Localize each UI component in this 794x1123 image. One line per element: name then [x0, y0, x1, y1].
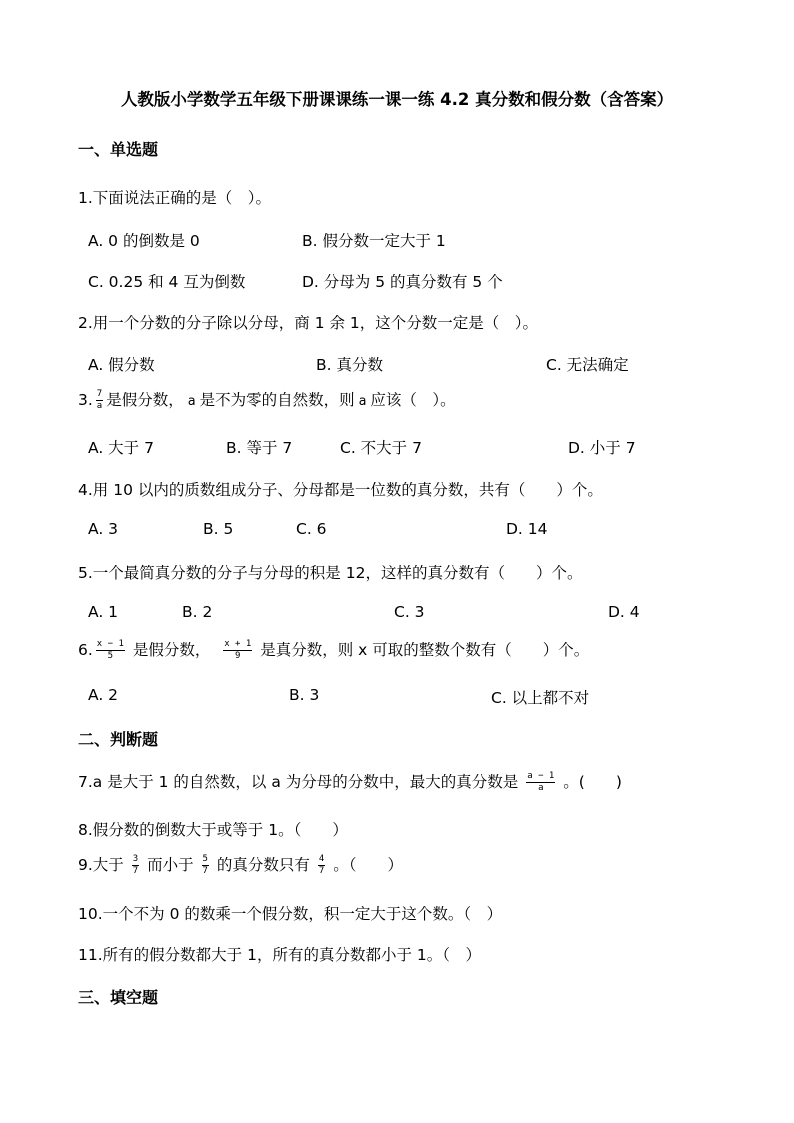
question-8: 8.假分数的倒数大于或等于 1。（ ）	[78, 821, 348, 839]
q3-fraction-denominator: a	[96, 401, 103, 411]
q7-fraction-numerator: a − 1	[527, 771, 555, 781]
q3-fraction	[96, 390, 103, 411]
question-4: 4.用 10 以内的质数组成分子、分母都是一位数的真分数，共有（ ）个。	[78, 481, 603, 499]
q3-text-3: 应该（ ）。	[370, 391, 456, 409]
section-heading-true-false: 二、判断题	[78, 730, 159, 749]
q9-fraction-2-denominator: 7	[202, 866, 208, 876]
q7-tail: 。( )	[563, 773, 622, 791]
q9-fraction-1-denominator: 7	[132, 866, 139, 876]
q3-text-1: 是假分数，	[106, 391, 184, 409]
q4-option-d: D. 14	[506, 520, 548, 538]
question-7	[78, 770, 622, 793]
q7-fraction	[526, 772, 555, 793]
q3-number: 3.	[78, 391, 93, 409]
q6-text-2: 是真分数，则 x 可取的整数个数有（ ）个。	[260, 641, 590, 659]
q2-option-c: C. 无法确定	[546, 356, 629, 374]
q1-option-b: B. 假分数一定大于 1	[302, 232, 446, 250]
q9-text-1: 9.大于	[78, 856, 124, 874]
q5-option-d: D. 4	[608, 603, 640, 621]
question-6	[78, 638, 589, 661]
q5-option-c: C. 3	[394, 603, 425, 621]
q9-fraction-1	[132, 855, 139, 876]
q9-fraction-3-denominator: 7	[318, 866, 325, 876]
q9-fraction-3-numerator: 4	[318, 854, 325, 864]
question-9	[78, 853, 403, 876]
q1-option-d: D. 分母为 5 的真分数有 5 个	[302, 273, 503, 291]
q7-fraction-denominator: a	[538, 783, 544, 793]
q3-option-b: B. 等于 7	[226, 439, 293, 457]
q3-variable-1: a	[187, 394, 196, 409]
q3-option-d: D. 小于 7	[568, 439, 636, 457]
section-heading-fill-in: 三、填空题	[78, 988, 159, 1007]
q6-fraction-2-denominator: 9	[235, 651, 241, 661]
q9-text-3: 的真分数只有	[216, 856, 310, 874]
q3-variable-2: a	[358, 394, 367, 409]
question-10: 10.一个不为 0 的数乘一个假分数，积一定大于这个数。（ ）	[78, 905, 503, 923]
q6-fraction-1-denominator: 5	[107, 651, 114, 661]
q9-text-4: 。（ ）	[333, 856, 403, 874]
section-heading-single-choice: 一、单选题	[78, 140, 159, 159]
q9-fraction-2	[202, 855, 209, 876]
q6-text-1: 是假分数，	[132, 641, 211, 659]
q3-fraction-numerator: 7	[96, 389, 103, 399]
q5-option-b: B. 2	[182, 603, 213, 621]
question-5: 5.一个最简真分数的分子与分母的积是 12，这样的真分数有（ ）个。	[78, 564, 583, 582]
q9-fraction-3	[318, 855, 325, 876]
q3-option-c: C. 不大于 7	[340, 439, 422, 457]
q9-fraction-1-numerator: 3	[132, 854, 139, 864]
q6-option-b: B. 3	[289, 686, 320, 704]
q1-option-c: C. 0.25 和 4 互为倒数	[88, 273, 246, 291]
q6-fraction-1-numerator: x − 1	[96, 639, 124, 649]
q7-text: 7.a 是大于 1 的自然数，以 a 为分母的分数中，最大的真分数是	[78, 773, 519, 791]
q4-option-c: C. 6	[296, 520, 327, 538]
q2-option-a: A. 假分数	[88, 356, 155, 374]
document-title: 人教版小学数学五年级下册课课练一课一练 4.2 真分数和假分数（含答案）	[120, 90, 674, 109]
q6-fraction-1	[96, 640, 125, 661]
question-1: 1.下面说法正确的是（ ）。	[78, 189, 272, 207]
q6-fraction-2-numerator: x + 1	[224, 639, 252, 649]
q1-option-a: A. 0 的倒数是 0	[88, 232, 200, 250]
q9-text-2: 而小于	[147, 856, 194, 874]
q6-option-c: C. 以上都不对	[491, 689, 590, 707]
q3-option-a: A. 大于 7	[88, 439, 154, 457]
question-3	[78, 388, 456, 411]
q9-fraction-2-numerator: 5	[202, 854, 208, 864]
q6-fraction-2	[223, 640, 252, 661]
q6-number: 6.	[78, 641, 93, 659]
question-11: 11.所有的假分数都大于 1，所有的真分数都小于 1。（ ）	[78, 946, 481, 964]
q4-option-a: A. 3	[88, 520, 119, 538]
q3-text-2: 是不为零的自然数，则	[199, 391, 355, 409]
question-2: 2.用一个分数的分子除以分母，商 1 余 1，这个分数一定是（ ）。	[78, 314, 539, 332]
q6-option-a: A. 2	[88, 686, 119, 704]
q5-option-a: A. 1	[88, 603, 119, 621]
q2-option-b: B. 真分数	[316, 356, 383, 374]
q4-option-b: B. 5	[203, 520, 234, 538]
